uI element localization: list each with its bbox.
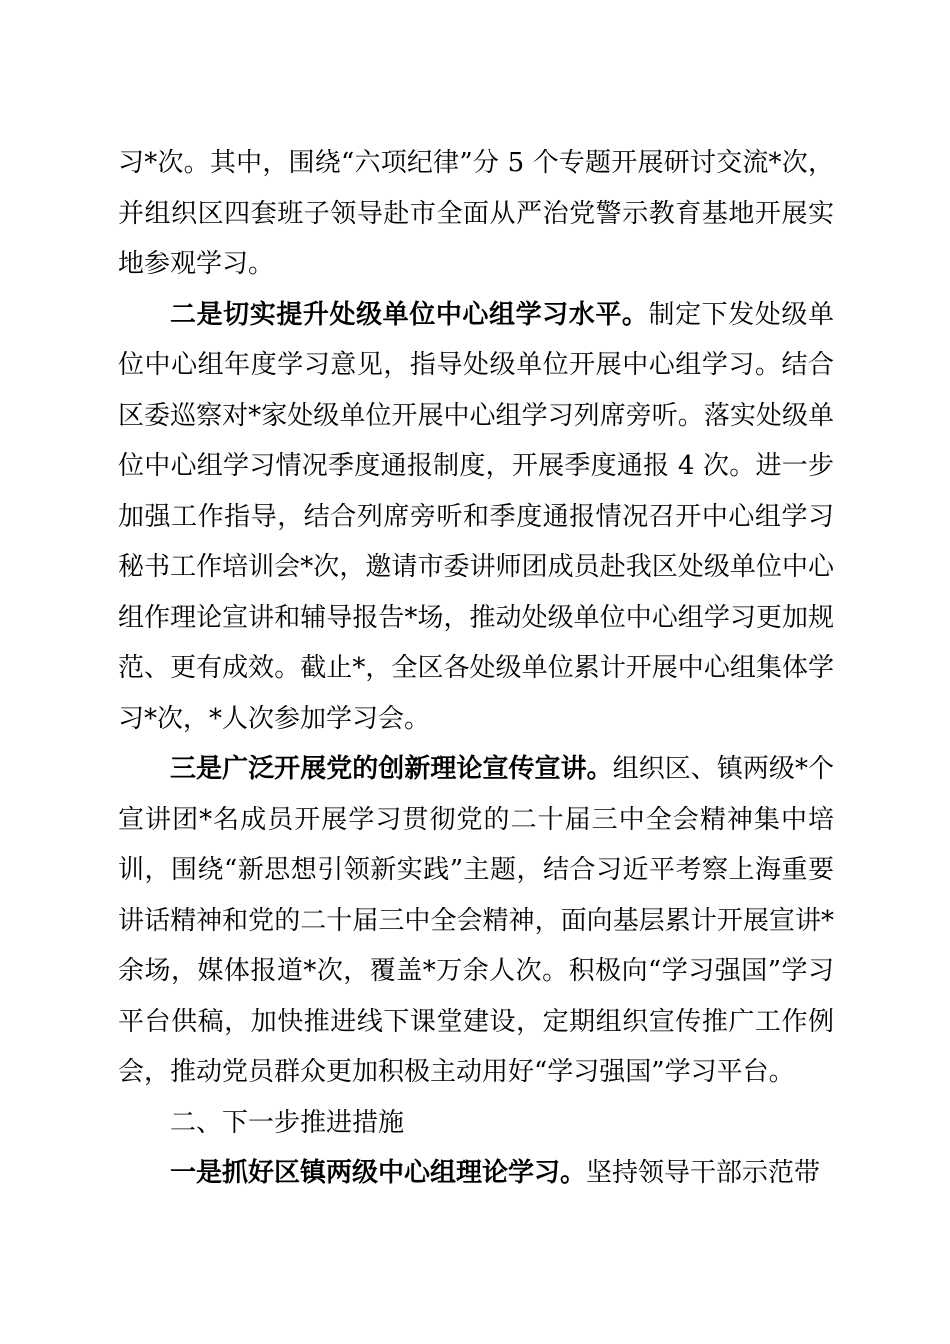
paragraph-level-unit-study — [118, 290, 834, 745]
paragraph-next-steps — [118, 1148, 834, 1199]
document-page — [118, 138, 834, 1199]
paragraph-text: 制定下发处级单位中心组年度学习意见，指导处级单位开展中心组学习。结合区委巡察对*家处级单位开展中心组学习列席旁听。落实处级单位中心组学习情况季度通报制度，开展季度通报 4 次。进一步加强工作指导，结合列席旁听和季度通报情况召开中心组学习秘书工作培训会*次，邀请市委讲师团成员赴我区处级单位中心组作理论宣讲和辅导报告*场，推动处级单位中心组学习更加规范、更有成效。截止*，全区各处级单位累计开展中心组集体学习*次，*人次参加学习会。 — [118, 299, 834, 734]
paragraph-continuation — [118, 138, 834, 290]
paragraph-theory-publicity — [118, 744, 834, 1098]
paragraph-text: 坚持领导干部示范带 — [586, 1158, 821, 1188]
section-heading-text: 二、下一步推进措施 — [170, 1107, 405, 1138]
section-heading — [118, 1098, 834, 1149]
paragraph-text: 习*次。其中，围绕“六项纪律”分 5 个专题开展研讨交流*次，并组织区四套班子领导赴市全面从严治党警示教育基地开展实地参观学习。 — [118, 148, 834, 279]
paragraph-lead: 二是切实提升处级单位中心组学习水平。 — [170, 299, 649, 330]
paragraph-lead: 三是广泛开展党的创新理论宣传宣讲。 — [170, 754, 613, 784]
paragraph-text: 组织区、镇两级*个宣讲团*名成员开展学习贯彻党的二十届三中全会精神集中培训，围绕“新思想引领新实践”主题，结合习近平考察上海重要讲话精神和党的二十届三中全会精神，面向基层累计开展宣讲*余场，媒体报道*次，覆盖*万余人次。积极向“学习强国”学习平台供稿，加快推进线下课堂建设，定期组织宣传推广工作例会，推动党员群众更加积极主动用好“学习强国”学习平台。 — [118, 754, 834, 1087]
paragraph-lead: 一是抓好区镇两级中心组理论学习。 — [170, 1158, 587, 1188]
